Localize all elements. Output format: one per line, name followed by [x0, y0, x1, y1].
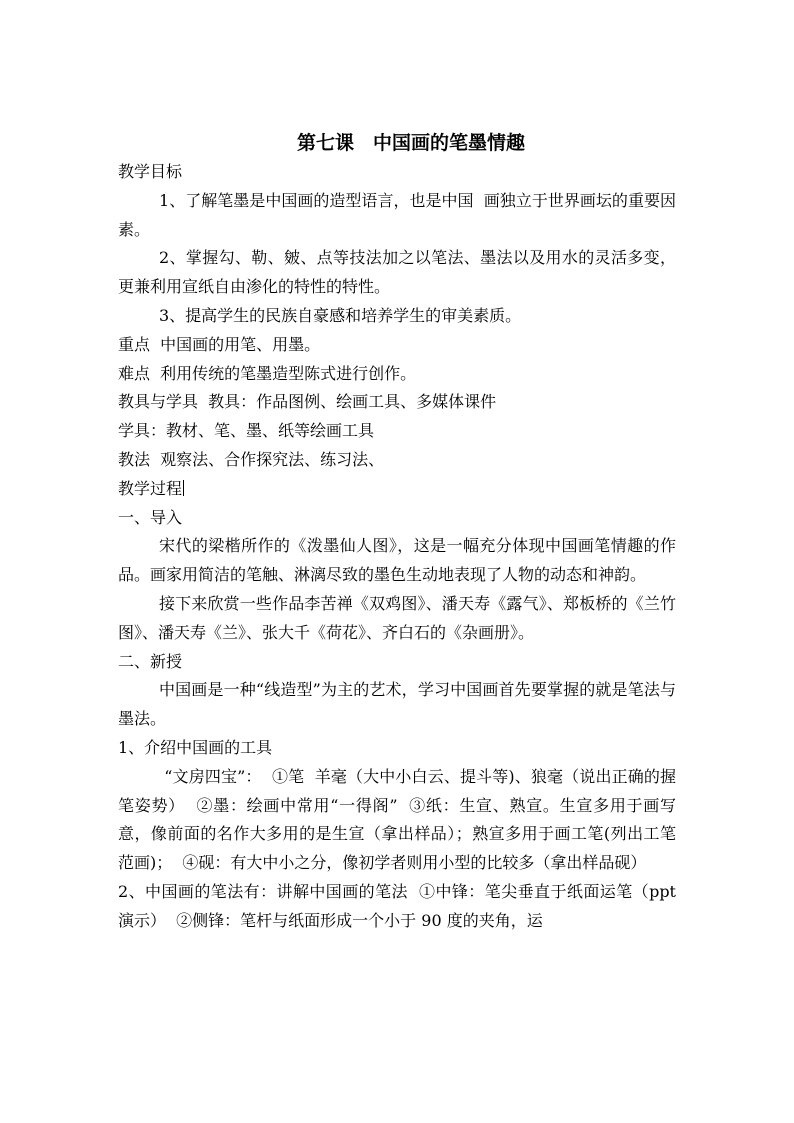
section-2-paragraph-1: 中国画是一种“线造型”为主的艺术，学习中国画首先要掌握的就是笔法与墨法。 — [118, 680, 676, 729]
objectives-heading: 教学目标 — [118, 162, 183, 181]
process-heading-line — [118, 475, 676, 504]
process-heading: 教学过程 — [118, 478, 183, 498]
objective-3: 3、提高学生的民族自豪感和培养学生的审美素质。 — [159, 305, 522, 325]
key-point: 重点 中国画的用笔、用墨。 — [118, 334, 321, 354]
document-page — [118, 128, 682, 936]
section-1-heading: 一、导入 — [118, 507, 183, 527]
section-1-paragraph-1: 宋代的梁楷所作的《泼墨仙人图》，这是一幅充分体现中国画笔情趣的作品。画家用简洁的笔触、淋漓尽致的墨色生动地表现了人物的动态和神韵。 — [118, 536, 676, 585]
section-1-paragraph-2: 接下来欣赏一些作品李苦禅《双鸡图》、潘天寿《露气》、郑板桥的《兰竹图》、潘天寿《兰》、张大千《荷花》、齐白石的《杂画册》。 — [118, 593, 676, 642]
subsection-1-paragraph: “文房四宝”： ①笔 羊毫（大中小白云、提斗等)、狼毫（说出正确的握笔姿势） ②墨：绘画中常用“一得阁” ③纸：生宣、熟宣。生宣多用于画写意，像前面的名作大多用的是生宣（拿出样品）；熟宣多用于画工笔(列出工笔范画)； ④砚：有大中小之分，像初学者则用小型的比较多（拿出样品砚） — [118, 766, 676, 873]
lesson-title: 第七课 中国画的笔墨情趣 — [296, 132, 525, 154]
objective-2: 2、掌握勾、勒、皴、点等技法加之以笔法、墨法以及用水的灵活多变，更兼利用宣纸自由渗化的特性的特性。 — [118, 248, 676, 297]
tools-student: 学具：教材、笔、墨、纸等绘画工具 — [118, 421, 375, 441]
section-2-heading: 二、新授 — [118, 651, 183, 671]
teaching-methods: 教法 观察法、合作探究法、练习法、 — [118, 449, 385, 469]
objective-1: 1、了解笔墨是中国画的造型语言，也是中国 画独立于世界画坛的重要因素。 — [118, 190, 676, 239]
difficulty: 难点 利用传统的笔墨造型陈式进行创作。 — [118, 363, 417, 383]
tools-teacher: 教具与学具 教具：作品图例、绘画工具、多媒体课件 — [118, 392, 497, 412]
subsection-2-paragraph: 2、中国画的笔法有：讲解中国画的笔法 ①中锋：笔尖垂直于纸面运笔（ppt 演示） ②侧锋：笔杆与纸面形成一个小于 90 度的夹角，运 — [118, 881, 682, 930]
subsection-1-heading: 1、介绍中国画的工具 — [118, 737, 273, 757]
text-cursor — [183, 480, 184, 496]
